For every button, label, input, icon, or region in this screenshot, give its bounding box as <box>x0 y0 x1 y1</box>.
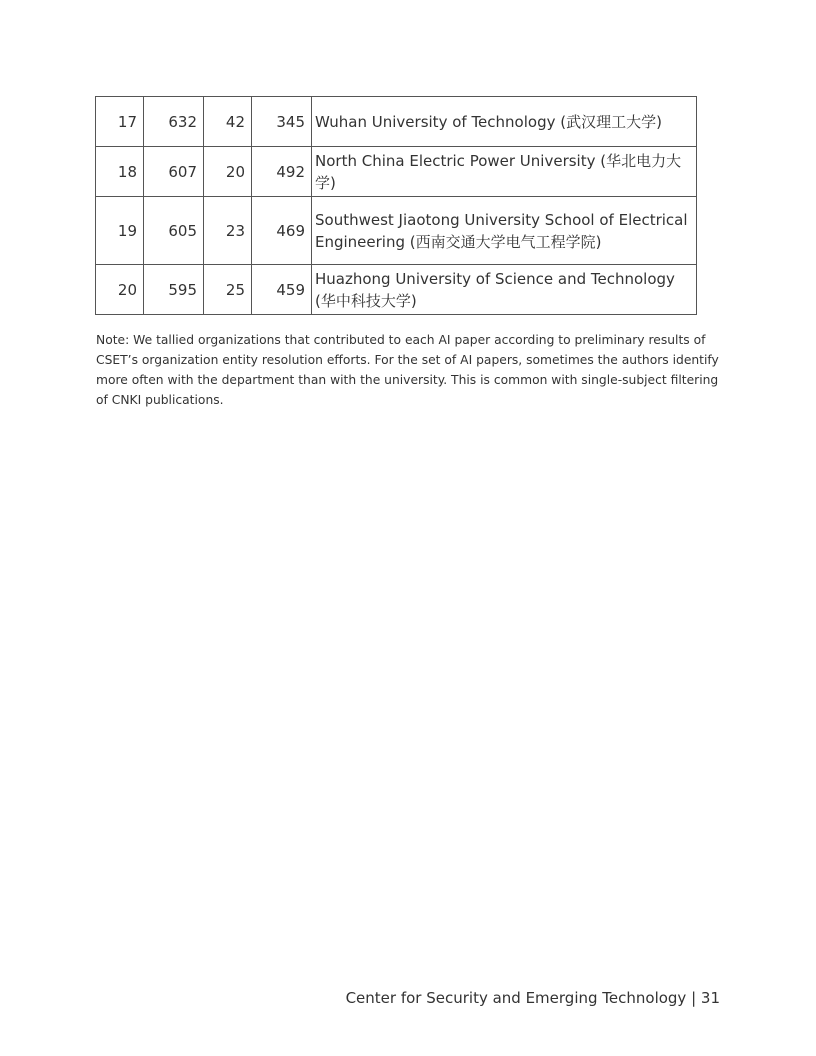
organization-cell: North China Electric Power University (华北电力大学) <box>312 147 697 197</box>
value-cell: 459 <box>252 265 312 315</box>
organization-ranking-table <box>95 96 697 315</box>
value-cell: 632 <box>144 97 204 147</box>
value-cell: 42 <box>204 97 252 147</box>
page-footer: Center for Security and Emerging Technology | 31 <box>345 989 720 1007</box>
value-cell: 492 <box>252 147 312 197</box>
rank-cell: 19 <box>96 197 144 265</box>
rank-cell: 20 <box>96 265 144 315</box>
value-cell: 20 <box>204 147 252 197</box>
table-row <box>96 147 697 197</box>
table-row <box>96 97 697 147</box>
organization-cell: Huazhong University of Science and Technology (华中科技大学) <box>312 265 697 315</box>
value-cell: 607 <box>144 147 204 197</box>
value-cell: 25 <box>204 265 252 315</box>
rank-cell: 18 <box>96 147 144 197</box>
value-cell: 23 <box>204 197 252 265</box>
value-cell: 469 <box>252 197 312 265</box>
organization-cell: Wuhan University of Technology (武汉理工大学) <box>312 97 697 147</box>
value-cell: 345 <box>252 97 312 147</box>
organization-cell: Southwest Jiaotong University School of Electrical Engineering (西南交通大学电气工程学院) <box>312 197 697 265</box>
value-cell: 605 <box>144 197 204 265</box>
value-cell: 595 <box>144 265 204 315</box>
rank-cell: 17 <box>96 97 144 147</box>
table-row <box>96 265 697 315</box>
table-note: Note: We tallied organizations that contributed to each AI paper according to preliminary results of CSET’s organization entity resolution efforts. For the set of AI papers, sometimes the authors identify more often with the department than with the university. This is common with single-subject filtering of CNKI publications. <box>96 333 719 407</box>
table-row <box>96 197 697 265</box>
